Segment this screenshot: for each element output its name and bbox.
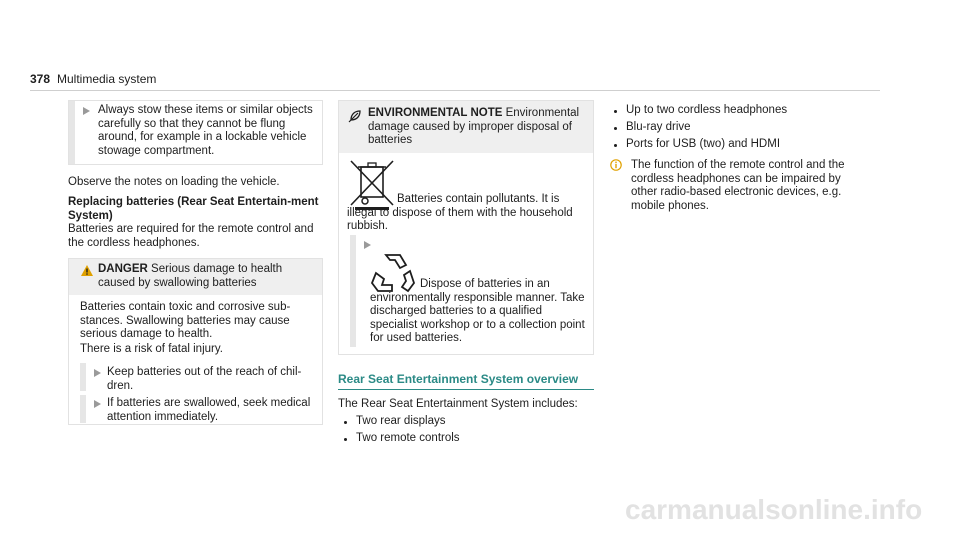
bullet-dot: [614, 110, 617, 113]
rse-heading: [338, 373, 594, 390]
rse-item-rear-displays: Two rear displays: [356, 415, 446, 427]
watermark: [625, 492, 955, 528]
step-arrow-icon: [94, 369, 101, 377]
step-arrow-icon: [94, 400, 101, 408]
environmental-note-box: [338, 100, 594, 355]
bullet-dot: [614, 144, 617, 147]
bullet-dot: [344, 438, 347, 441]
environmental-label: ENVIRONMENTAL NOTE: [368, 107, 503, 119]
environmental-heading: [368, 107, 590, 148]
stowage-note-text: Always stow these items or similar objects carefully so that they cannot be flung around, for example in a lockable vehicle stowage compartment.: [98, 104, 313, 157]
danger-paragraph-1: Batteries contain toxic and corrosive sub-stances. Swallowing batteries may cause serious damage to health.: [80, 301, 291, 340]
danger-box: [68, 258, 323, 425]
environment-icon: [348, 109, 362, 123]
page-header: [30, 70, 880, 91]
section-text: Batteries are required for the remote control and the cordless headphones.: [68, 223, 314, 249]
rse-heading-text: Rear Seat Entertainment System overview: [338, 372, 579, 386]
environmental-step: Dispose of batteries in an environmentally responsible manner. Take discharged batteries to a qualified specialist workshop or to a collection point for used batteries.: [370, 278, 585, 344]
danger-step-2: If batteries are swallowed, seek medical attention immediately.: [107, 397, 311, 423]
bullet-dot: [344, 421, 347, 424]
page-title: Multimedia system: [57, 72, 157, 86]
warning-triangle-icon: [81, 265, 93, 276]
environmental-title: Environmental damage caused by improper disposal of batteries: [368, 107, 580, 146]
rse-item-remote-controls: Two remote controls: [356, 432, 460, 444]
step-arrow-icon: [83, 107, 90, 115]
stowage-note-box: [68, 100, 323, 165]
rse-intro: The Rear Seat Entertainment System includes:: [338, 398, 578, 410]
item-usb-hdmi-ports: Ports for USB (two) and HDMI: [626, 138, 781, 150]
watermark-text: carmanualsonline.info: [625, 494, 923, 525]
item-cordless-headphones: Up to two cordless headphones: [626, 104, 788, 116]
danger-label: DANGER: [98, 263, 148, 275]
item-bluray-drive: Blu-ray drive: [626, 121, 691, 133]
danger-paragraph-2: There is a risk of fatal injury.: [80, 343, 223, 355]
step-arrow-icon: [364, 241, 371, 249]
danger-header: [69, 259, 322, 295]
info-icon: [610, 159, 622, 171]
page-number: 378: [30, 72, 51, 86]
danger-title: Serious damage to health caused by swallowing batteries: [98, 263, 283, 289]
danger-step-1: Keep batteries out of the reach of chil-dren.: [107, 366, 302, 392]
environmental-header: [339, 101, 593, 153]
section-title: Replacing batteries (Rear Seat Entertain-ment System): [68, 196, 319, 222]
observe-loading-notes: Observe the notes on loading the vehicle.: [68, 176, 280, 188]
danger-heading: [98, 263, 318, 290]
info-text: The function of the remote control and the cordless headphones can be impaired by other radio-based electronic devices, e.g. mobile phones.: [631, 159, 845, 212]
bullet-dot: [614, 127, 617, 130]
environmental-text: Batteries contain pollutants. It is illegal to dispose of them with the household rubbish.: [347, 193, 573, 232]
